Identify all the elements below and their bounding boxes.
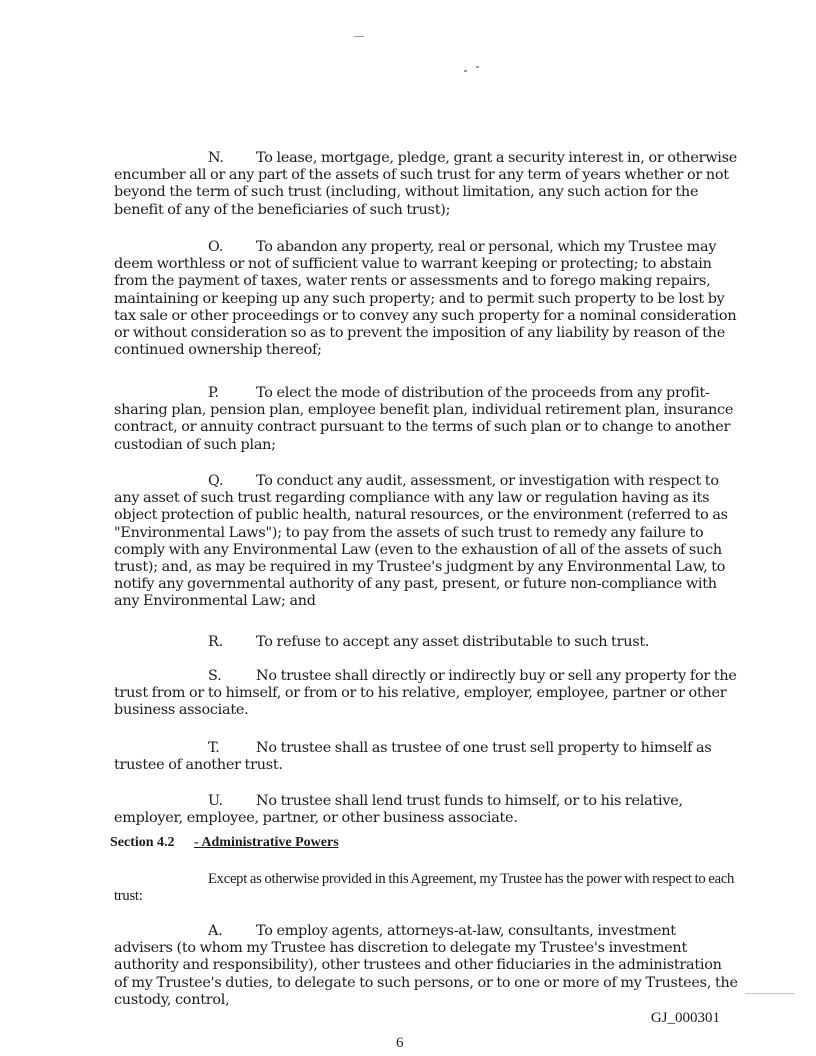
paragraph-q [114,473,738,611]
paragraph-text: To elect the mode of distribution of the proceeds from any profit-sharing plan, pension plan, employee benefit plan, individual retirement plan, insurance contract, or annuity contract pursuant to the terms of such plan or to change to another custodian of such plan; [114,385,734,453]
paragraph-label: P. [208,385,219,401]
paragraph-text: To conduct any audit, assessment, or investigation with respect to any asset of such trust regarding compliance with any law or regulation having as its object protection of public health, natural resources, or the environment (referred to as "Environmental Laws"); to pay from the assets of such trust to remedy any failure to comply with any Environmental Law (even to the exhaustion of all of the assets of such trust); and, as may be required in my Trustee's judgment by any Environmental Law, to notify any governmental authority of any past, present, or future non-compliance with any Environmental Law; and [114,473,728,610]
paragraph-u [114,793,738,827]
paragraph-label: N. [208,150,224,166]
section-title: - Administrative Powers [194,835,339,850]
scan-speck [745,993,795,994]
paragraph-p [114,385,738,454]
paragraph-text: To refuse to accept any asset distributable to such trust. [256,634,650,650]
section-number: Section 4.2 [110,835,175,850]
paragraph-a [114,923,738,1009]
paragraph-label: Q. [208,473,224,489]
paragraph-text: To lease, mortgage, pledge, grant a security interest in, or otherwise encumber all or any part of the assets of such trust for any term of years whether or not beyond the term of such trust (including, without limitation, any such action for the benefit of any of the beneficiaries of such trust); [114,150,738,218]
intro-text: Except as otherwise provided in this Agreement, my Trustee has the power with respect to each trust: [114,871,735,904]
paragraph-text: To employ agents, attorneys-at-law, consultants, investment advisers (to whom my Trustee has discretion to delegate my Trustee's investment authority and responsibility), other trustees and other fiduciaries in the administration of my Trustee's duties, to delegate to such persons, or to one or more of my Trustees, the custody, control, [114,923,738,1008]
scan-speck [354,36,364,37]
paragraph-text: No trustee shall directly or indirectly buy or sell any property for the trust from or to himself, or from or to his relative, employer, employee, partner or other business associate. [114,668,737,719]
section-heading [110,835,339,851]
paragraph-label: S. [208,668,222,684]
intro-paragraph [114,871,738,905]
paragraph-label: O. [208,239,224,255]
paragraph-text: No trustee shall lend trust funds to himself, or to his relative, employer, employee, partner, or other business associate. [114,793,683,827]
paragraph-r [114,634,738,651]
paragraph-n [114,150,738,219]
scan-speck [464,70,467,72]
scan-speck [476,66,479,68]
paragraph-label: T. [208,740,220,756]
paragraph-label: R. [208,634,223,650]
page-number: 6 [396,1035,404,1051]
paragraph-s [114,668,738,720]
paragraph-text: To abandon any property, real or personal, which my Trustee may deem worthless or not of sufficient value to warrant keeping or protecting; to abstain from the payment of taxes, water rents or assessments and to forego making repairs, maintaining or keeping up any such property; and to permit such property to be lost by tax sale or other proceedings or to convey any such property for a nominal consideration or without consideration so as to prevent the imposition of any liability by reason of the continued ownership thereof; [114,239,737,359]
paragraph-label: U. [208,793,223,809]
paragraph-t [114,740,738,774]
paragraph-o [114,239,738,359]
paragraph-text: No trustee shall as trustee of one trust sell property to himself as trustee of another trust. [114,740,712,774]
bates-number: GJ_000301 [650,1010,720,1026]
paragraph-label: A. [208,923,223,939]
